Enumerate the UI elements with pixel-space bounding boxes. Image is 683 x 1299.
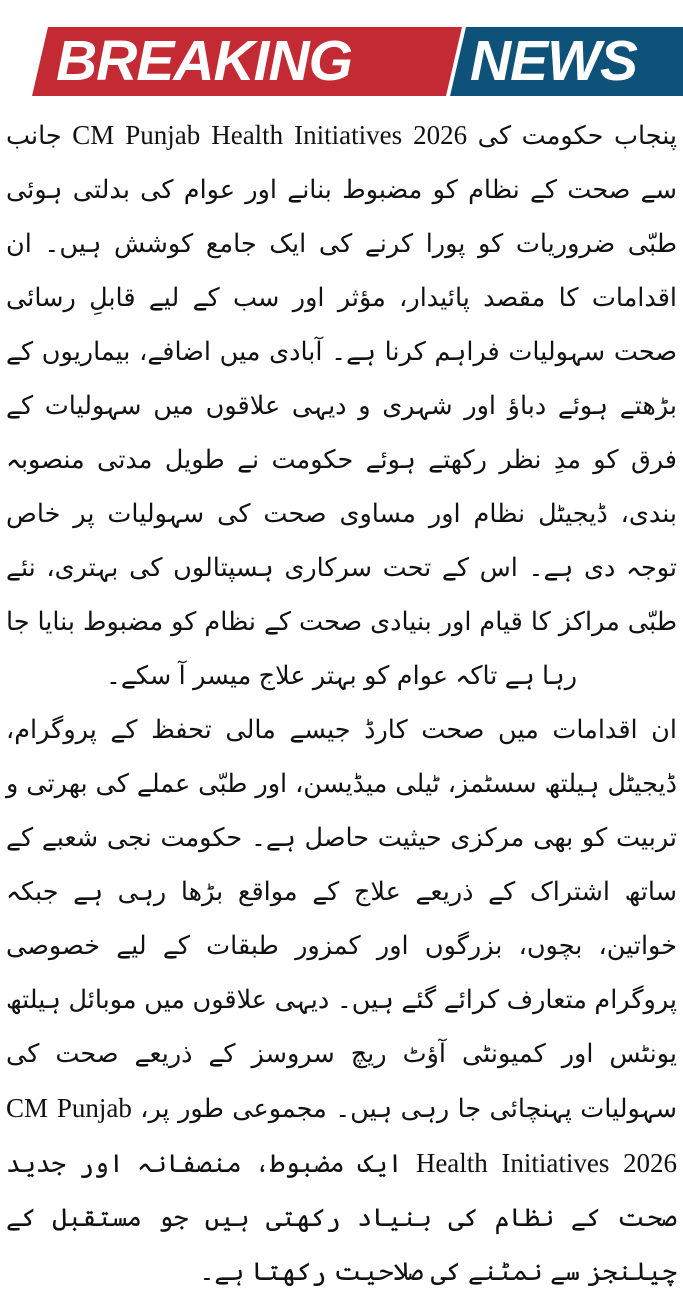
urdu-text-run: پنجاب حکومت کی [467,121,678,150]
urdu-text-run: ان اقدامات میں صحت کارڈ جیسے مالی تحفظ کے پروگرام، ڈیجیٹل ہیلتھ سسٹمز، ٹیلی میڈیسن، اور طبّی عملے کی بھرتی و تربیت کو بھی مرکزی حیثیت حاصل ہے۔ حکومت نجی شعبے کے ساتھ اشتراک کے ذریعے علاج کے مواقع بڑھا رہی ہے جبکہ خواتین، بچوں، بزرگوں اور کمزور طبقات کے لیے خصوصی پروگرام متعارف کرائے گئے ہیں۔ دیہی علاقوں میں موبائل ہیلتھ یونٹس اور کمیونٹی آؤٹ ریچ سروسز کے ذریعے صحت کی سہولیات پہنچائی جا رہی ہیں۔ مجموعی طور پر، [6,715,677,1123]
banner-breaking-text: BREAKING [56,29,353,93]
article-body [0,108,683,1299]
breaking-news-banner [0,0,683,108]
urdu-text-run: ایک مضبوط، منصفانہ اور جدید صحت کے نظام کی بنیاد رکھتی ہیں جو مستقبل کے چیلنجز سے نمٹنے کی صلاحیت رکھتا ہے۔ [6,1149,677,1286]
article-paragraph-2 [6,703,677,1299]
urdu-text-run: جانب سے صحت کے نظام کو مضبوط بنانے اور عوام کی بدلتی ہوئی طبّی ضروریات کو پورا کرنے کی ایک جامع کوشش ہیں۔ ان اقدامات کا مقصد پائیدار، مؤثر اور سب کے لیے قابلِ رسائی صحت سہولیات فراہم کرنا ہے۔ آبادی میں اضافے، بیماریوں کے بڑھتے ہوئے دباؤ اور شہری و دیہی علاقوں میں سہولیات کے فرق کو مدِ نظر رکھتے ہوئے حکومت نے طویل مدتی منصوبہ بندی، ڈیجیٹل نظام اور مساوی صحت کی سہولیات پر خاص توجہ دی ہے۔ اس کے تحت سرکاری ہسپتالوں کی بہتری، نئے طبّی مراکز کا قیام اور بنیادی صحت کے نظام کو مضبوط بنایا جا رہا ہے تاکہ عوام کو بہتر علاج میسر آ سکے۔ [6,121,677,690]
banner-red-shape [32,27,462,96]
banner-blue-shape [450,27,683,96]
banner-shapes [0,0,683,108]
article-paragraph-1 [6,108,677,703]
inline-english-title: CM Punjab Health Initiatives 2026 [6,1093,677,1178]
banner-news-text: NEWS [470,29,637,93]
inline-english-title: CM Punjab Health Initiatives 2026 [72,120,468,150]
